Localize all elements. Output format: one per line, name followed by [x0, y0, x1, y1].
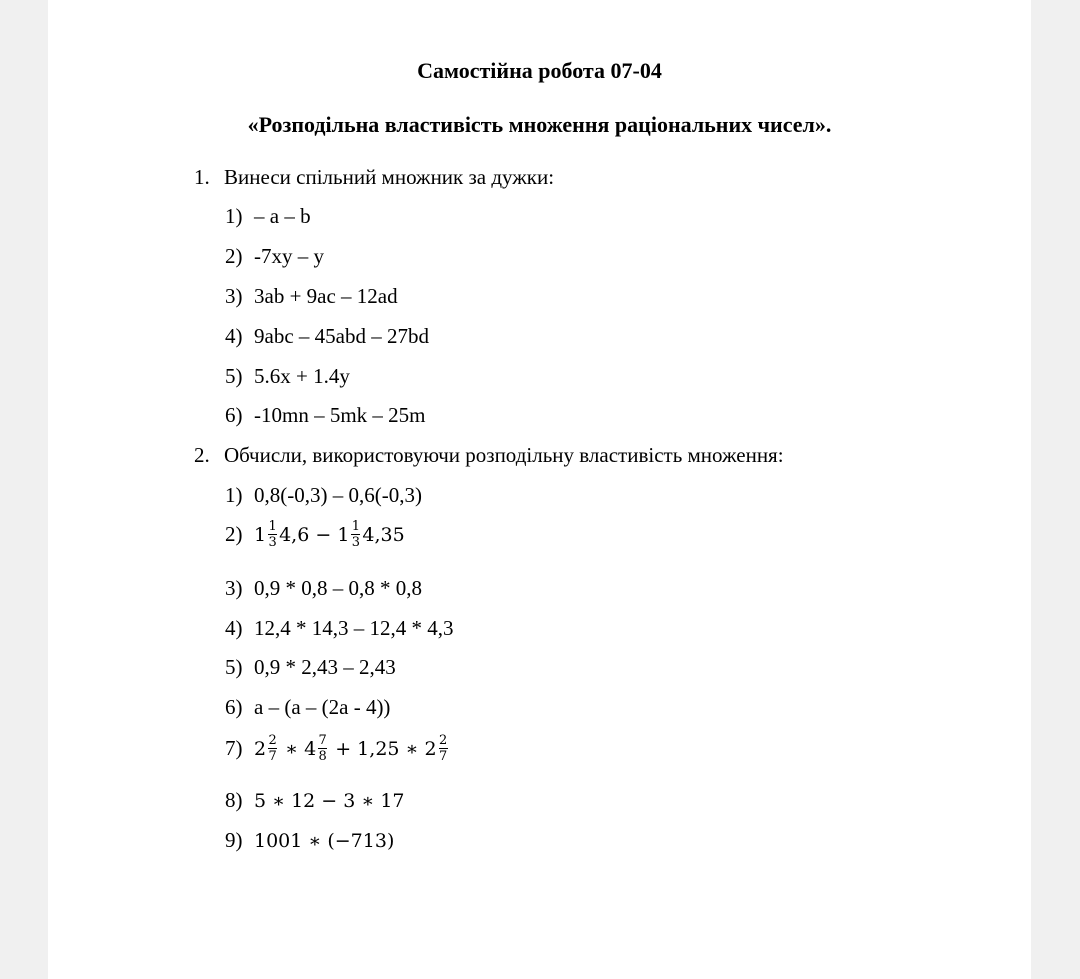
task-number: 2.	[194, 443, 210, 467]
denominator: 7	[268, 749, 277, 764]
list-item	[225, 695, 390, 720]
item-number: 4)	[225, 616, 243, 640]
item-expression: – a – b	[254, 204, 311, 228]
list-item	[225, 244, 324, 269]
fraction	[351, 520, 360, 549]
mixed-whole: 1	[254, 523, 267, 546]
item-number: 1)	[225, 483, 243, 507]
task-number: 1.	[194, 165, 210, 189]
item-number: 2)	[225, 244, 243, 268]
list-item	[225, 284, 398, 309]
denominator: 3	[351, 535, 361, 550]
expr-part: + 1,25 ∗	[329, 737, 425, 760]
list-item	[225, 734, 450, 763]
list-item	[225, 828, 394, 853]
expr-part: 4,6 −	[279, 523, 338, 546]
item-expression: 1001 ∗ (−713)	[254, 829, 395, 852]
item-number: 2)	[225, 522, 243, 546]
item-expression: 0,9 * 2,43 – 2,43	[254, 655, 396, 679]
item-number: 7)	[225, 736, 243, 760]
numerator: 1	[268, 519, 277, 534]
task-1-heading	[194, 165, 554, 190]
fraction	[439, 734, 448, 763]
item-expression	[254, 734, 450, 763]
mixed-whole: 2	[254, 737, 267, 760]
list-item	[225, 576, 422, 601]
mixed-whole: 1	[337, 523, 350, 546]
list-item	[225, 788, 405, 813]
task-text: Винеси спільний множник за дужки:	[224, 165, 555, 189]
denominator: 3	[268, 535, 277, 550]
list-item	[225, 364, 350, 389]
numerator: 2	[438, 733, 448, 748]
list-item	[225, 483, 422, 508]
page-title: Самостійна робота 07-04	[417, 58, 662, 83]
item-expression: 3ab + 9ac – 12ad	[254, 284, 398, 308]
task-text: Обчисли, використовуючи розподільну властивість множення:	[224, 443, 784, 467]
item-expression: 9abc – 45abd – 27bd	[254, 324, 429, 348]
list-item	[225, 324, 429, 349]
item-number: 5)	[225, 364, 243, 388]
item-number: 1)	[225, 204, 243, 228]
list-item	[225, 655, 396, 680]
item-number: 4)	[225, 324, 243, 348]
item-expression: 5.6x + 1.4y	[254, 364, 350, 388]
item-expression: -10mn – 5mk – 25m	[254, 403, 426, 427]
item-number: 8)	[225, 788, 243, 812]
denominator: 8	[318, 749, 327, 764]
expr-part: 4,35	[362, 523, 405, 546]
list-item	[225, 616, 454, 641]
task-2-heading	[194, 443, 784, 468]
document-page	[48, 0, 1031, 979]
mixed-whole: 2	[424, 737, 437, 760]
list-item	[225, 520, 405, 549]
denominator: 7	[438, 749, 448, 764]
expr-part: ∗	[279, 737, 305, 760]
item-expression: a – (a – (2a - 4))	[254, 695, 391, 719]
item-number: 6)	[225, 695, 243, 719]
fraction	[268, 734, 277, 763]
item-number: 3)	[225, 576, 243, 600]
list-item	[225, 204, 311, 229]
numerator: 7	[318, 733, 327, 748]
item-number: 6)	[225, 403, 243, 427]
list-item	[225, 403, 426, 428]
item-number: 3)	[225, 284, 243, 308]
item-expression	[254, 520, 405, 549]
fraction	[268, 520, 277, 549]
mixed-whole: 4	[304, 737, 317, 760]
numerator: 1	[351, 519, 361, 534]
item-expression: 0,8(-0,3) – 0,6(-0,3)	[254, 483, 422, 507]
item-expression: 0,9 * 0,8 – 0,8 * 0,8	[254, 576, 422, 600]
page-subtitle: «Розподільна властивість множення раціональних чисел».	[247, 112, 832, 137]
numerator: 2	[268, 733, 277, 748]
item-number: 5)	[225, 655, 243, 679]
item-expression: 5 ∗ 12 − 3 ∗ 17	[254, 789, 405, 812]
fraction	[318, 734, 327, 763]
item-expression: -7xy – y	[254, 244, 324, 268]
item-expression: 12,4 * 14,3 – 12,4 * 4,3	[254, 616, 454, 640]
item-number: 9)	[225, 828, 243, 852]
